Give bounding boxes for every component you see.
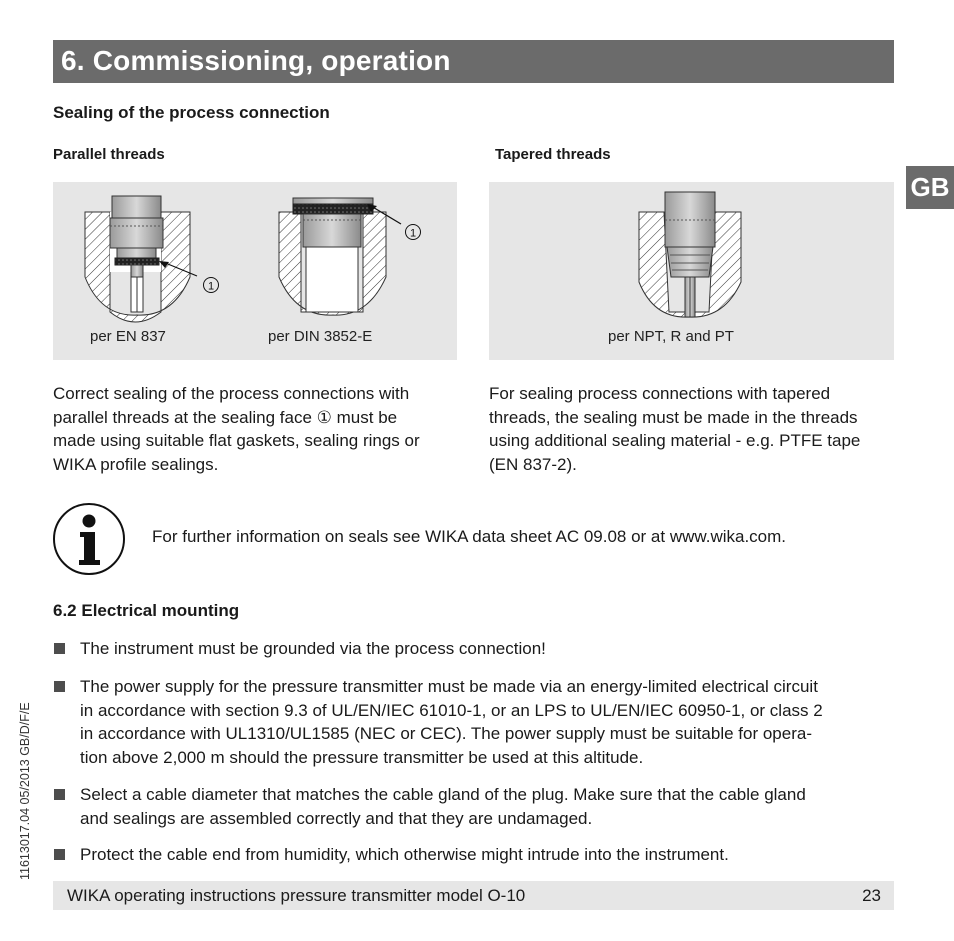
bullet-marker <box>54 681 65 692</box>
text-line: tion above 2,000 m should the pressure transmitter be used at this altitude. <box>80 747 644 767</box>
parallel-threads-text <box>53 382 463 476</box>
bullet-item <box>80 843 729 867</box>
text-line: (EN 837-2). <box>489 454 577 474</box>
tapered-threads-text <box>489 382 899 476</box>
bullet-item <box>80 675 900 769</box>
info-icon <box>52 502 126 576</box>
section-title-bar <box>53 40 894 83</box>
footer-title: WIKA operating instructions pressure transmitter model O-10 <box>67 886 526 905</box>
text-line: Protect the cable end from humidity, which otherwise might intrude into the instrument. <box>80 845 729 864</box>
text-line: and sealings are assembled correctly and that they are undamaged. <box>80 808 593 828</box>
din3852e-drawing <box>279 198 421 315</box>
text-line: in accordance with UL1310/UL1585 (NEC or CEC). The power supply must be suitable for opera- <box>80 724 812 743</box>
text-line: For sealing process connections with tapered <box>489 384 831 403</box>
text-line: using additional sealing material - e.g. PTFE tape <box>489 431 861 450</box>
footer-bar <box>53 881 894 910</box>
info-note: For further information on seals see WIKA data sheet AC 09.08 or at www.wika.com. <box>152 527 787 546</box>
bullet-marker <box>54 789 65 800</box>
caption-din3852e: per DIN 3852-E <box>268 328 373 345</box>
text-line: in accordance with section 9.3 of UL/EN/IEC 61010-1, or an LPS to UL/EN/IEC 60950-1, or class 2 <box>80 700 823 720</box>
bullet-marker <box>54 849 65 860</box>
text-line: The power supply for the pressure transmitter must be made via an energy-limited electrical circuit <box>80 677 818 696</box>
text-line: The instrument must be grounded via the process connection! <box>80 639 546 658</box>
caption-npt: per NPT, R and PT <box>608 328 734 345</box>
text-line: WIKA profile sealings. <box>53 454 219 474</box>
tapered-threads-figure <box>489 182 894 360</box>
text-line: made using suitable flat gaskets, sealing rings or <box>53 431 420 450</box>
document-code: 11613017.04 05/2013 GB/D/F/E <box>18 702 32 880</box>
language-tab: GB <box>906 166 954 209</box>
parallel-threads-heading: Parallel threads <box>53 146 165 163</box>
sealing-heading: Sealing of the process connection <box>53 103 330 122</box>
bullet-item <box>80 637 546 661</box>
electrical-heading: 6.2 Electrical mounting <box>53 601 240 620</box>
page-title: 6. Commissioning, operation <box>61 45 451 76</box>
text-line: threads, the sealing must be made in the threads <box>489 407 858 427</box>
svg-text:1: 1 <box>207 280 215 293</box>
tapered-threads-heading: Tapered threads <box>495 146 611 163</box>
en837-drawing <box>85 196 219 322</box>
bullet-item <box>80 783 900 830</box>
page-number: 23 <box>862 886 881 905</box>
text-line: parallel threads at the sealing face ① must be <box>53 407 398 427</box>
text-line: Correct sealing of the process connections with <box>53 384 410 403</box>
text-line: Select a cable diameter that matches the cable gland of the plug. Make sure that the cable gland <box>80 785 806 804</box>
bullet-marker <box>54 643 65 654</box>
caption-en837: per EN 837 <box>90 328 166 345</box>
svg-text:1: 1 <box>409 227 417 240</box>
parallel-threads-figure <box>53 182 457 360</box>
